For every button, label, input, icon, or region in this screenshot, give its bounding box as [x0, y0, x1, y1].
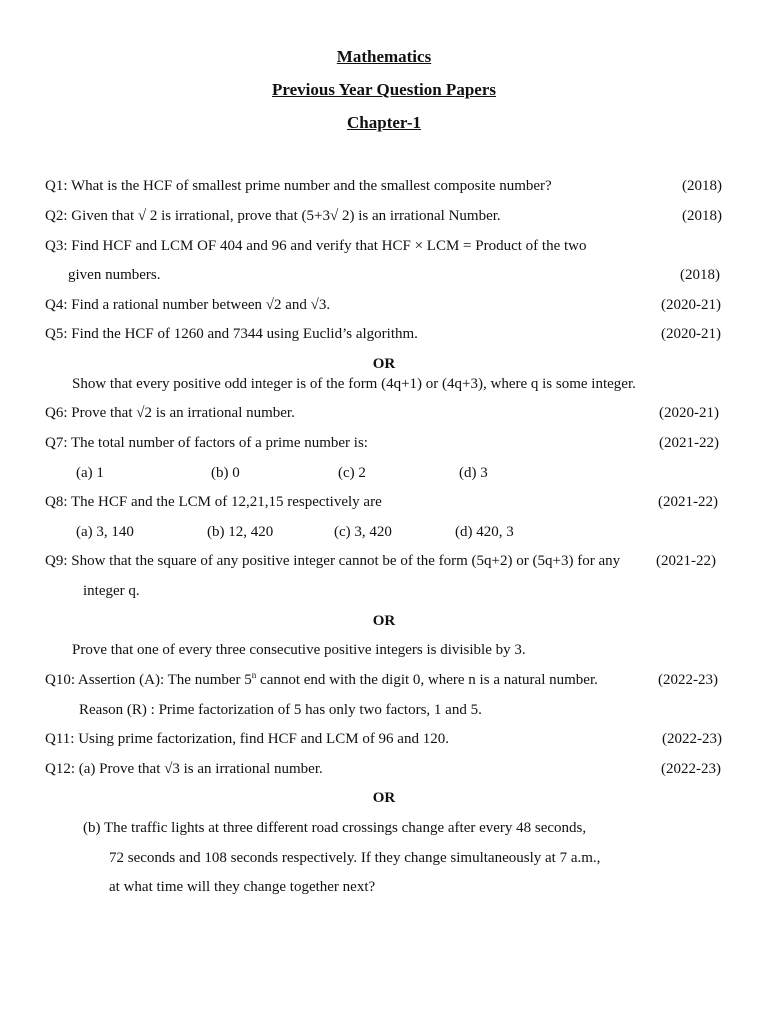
question-8-option-b: (b) 12, 420	[207, 524, 274, 540]
question-5-alternative: Show that every positive odd integer is of the form (4q+1) or (4q+3), where q is some integer.	[72, 376, 636, 392]
question-10-text-before: Q10: Assertion (A): The number 5	[45, 672, 252, 688]
question-1-year: (2018)	[682, 178, 722, 194]
chapter-title: Chapter-1	[347, 113, 421, 132]
question-4: Q4: Find a rational number between √2 and √3.	[45, 297, 331, 313]
question-5-year: (2020-21)	[661, 326, 721, 342]
or-separator: OR	[372, 356, 396, 372]
question-7-option-c: (c) 2	[338, 465, 366, 481]
question-5: Q5: Find the HCF of 1260 and 7344 using Euclid’s algorithm.	[45, 326, 418, 342]
question-4-year: (2020-21)	[661, 297, 721, 313]
question-8-year: (2021-22)	[658, 494, 718, 510]
question-1: Q1: What is the HCF of smallest prime number and the smallest composite number?	[45, 178, 552, 194]
or-separator: OR	[372, 790, 396, 806]
question-9-continuation: integer q.	[83, 583, 140, 599]
question-6: Q6: Prove that √2 is an irrational number.	[45, 405, 295, 421]
question-6-year: (2020-21)	[659, 405, 719, 421]
question-10-reason: Reason (R) : Prime factorization of 5 has only two factors, 1 and 5.	[79, 702, 482, 718]
question-8-option-a: (a) 3, 140	[76, 524, 134, 540]
question-12-year: (2022-23)	[661, 761, 721, 777]
question-3-year: (2018)	[680, 267, 720, 283]
subject-title: Mathematics	[336, 47, 432, 66]
question-12-b-line-2: 72 seconds and 108 seconds respectively. If they change simultaneously at 7 a.m.,	[109, 850, 601, 866]
question-9-alternative: Prove that one of every three consecutive positive integers is divisible by 3.	[72, 642, 526, 658]
question-8-option-c: (c) 3, 420	[334, 524, 392, 540]
question-10-text-after: cannot end with the digit 0, where n is a natural number.	[256, 672, 598, 688]
question-10-year: (2022-23)	[658, 672, 718, 688]
question-7: Q7: The total number of factors of a prime number is:	[45, 435, 368, 451]
question-12: Q12: (a) Prove that √3 is an irrational number.	[45, 761, 323, 777]
or-separator: OR	[372, 613, 396, 629]
question-10-superscript: n	[251, 670, 257, 680]
question-11: Q11: Using prime factorization, find HCF and LCM of 96 and 120.	[45, 731, 449, 747]
question-3-continuation: given numbers.	[68, 267, 161, 283]
question-9: Q9: Show that the square of any positive integer cannot be of the form (5q+2) or (5q+3) for any	[45, 553, 621, 569]
question-9-year: (2021-22)	[656, 553, 716, 569]
question-7-year: (2021-22)	[659, 435, 719, 451]
question-7-option-d: (d) 3	[459, 465, 488, 481]
question-2: Q2: Given that √ 2 is irrational, prove that (5+3√ 2) is an irrational Number.	[45, 208, 501, 224]
question-7-option-b: (b) 0	[211, 465, 240, 481]
question-8: Q8: The HCF and the LCM of 12,21,15 respectively are	[45, 494, 382, 510]
question-8-option-d: (d) 420, 3	[455, 524, 514, 540]
question-2-year: (2018)	[682, 208, 722, 224]
question-12-b-line-1: (b) The traffic lights at three different road crossings change after every 48 seconds,	[83, 820, 587, 836]
question-7-option-a: (a) 1	[76, 465, 104, 481]
question-3: Q3: Find HCF and LCM OF 404 and 96 and verify that HCF × LCM = Product of the two	[45, 238, 587, 254]
subtitle: Previous Year Question Papers	[272, 80, 496, 99]
question-10-assertion	[45, 671, 598, 689]
question-11-year: (2022-23)	[662, 731, 722, 747]
question-12-b-line-3: at what time will they change together next?	[109, 879, 376, 895]
